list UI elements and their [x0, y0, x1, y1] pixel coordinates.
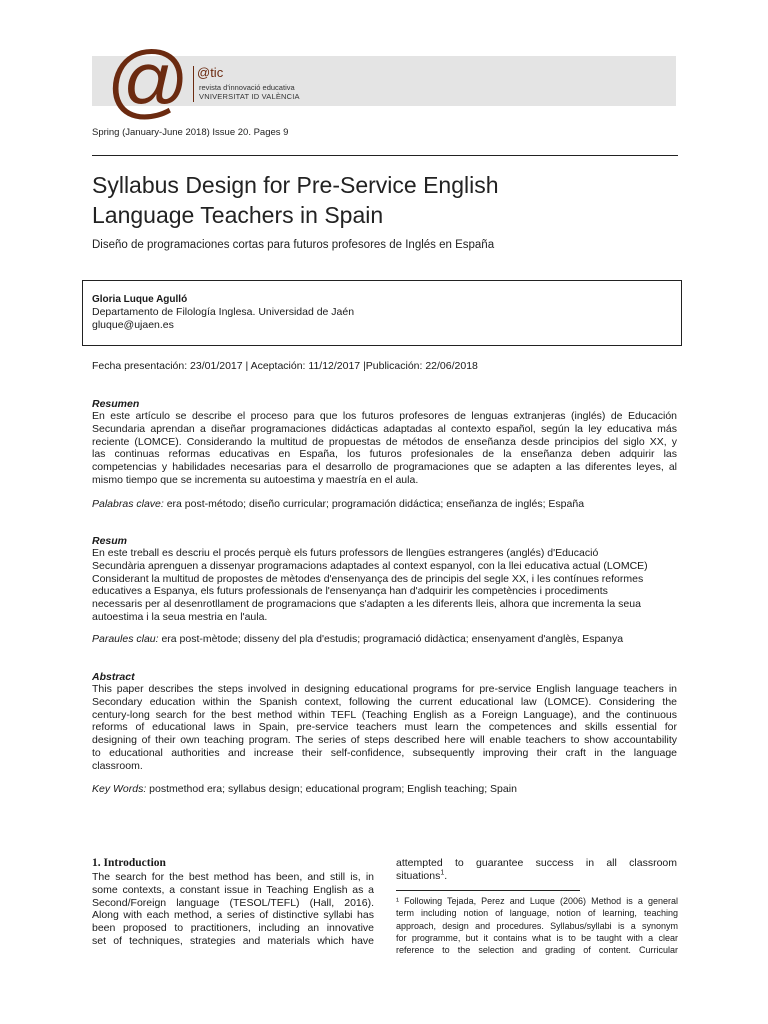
text-line: reforms of educational laws in Spain, pre-service teachers must learn the competences and skills essential for [92, 721, 677, 734]
issue-line: Spring (January-June 2018) Issue 20. Pages 9 [92, 127, 289, 138]
footnote-line: for programme, but it contains what is to be taught with a clear [396, 932, 678, 943]
intro-right-column [396, 857, 677, 883]
resum-text [92, 547, 677, 624]
text-line: competencias y habilidades necesarias para el desarrollo de programaciones que se adapten a las diferentes leyes, al [92, 461, 677, 473]
keywords-text: postmethod era; syllabus design; educational program; English teaching; Spain [146, 783, 517, 795]
text-line: attempted to guarantee success in all classroom [396, 857, 677, 869]
article-title [92, 170, 652, 230]
footnote-divider [396, 890, 580, 891]
author-email[interactable]: gluque@ujaen.es [92, 319, 174, 331]
keywords-label: Key Words: [92, 783, 147, 795]
text-fragment: situations [396, 869, 441, 882]
footnote [396, 895, 678, 956]
text-line: some contexts, a constant issue in Teaching English as a [92, 883, 374, 896]
text-line: Considerant la multitud de propostes de mètodes d'ensenyança des de principis del segle XX, i les contínues reformes [92, 572, 644, 585]
resumen-text [92, 410, 677, 487]
text-line: situations$^1$. [396, 869, 448, 882]
text-line: reciente (LOMCE). Considerando la multitud de propuestas de métodos de enseñanza desde principios del siglo XX, y [92, 435, 677, 448]
text-line: Along with each method, a series of distinctive syllabi has [92, 909, 374, 922]
university-name: VNIVERSITAT ID VALÈNCIA [199, 92, 300, 101]
resum-heading: Resum [92, 535, 128, 547]
abstract-heading: Abstract [92, 671, 135, 683]
logo-divider [193, 66, 194, 102]
resumen-heading: Resumen [92, 398, 140, 410]
introduction-heading: 1. Introduction [92, 857, 166, 869]
header-divider [92, 155, 678, 156]
resum-keywords [92, 633, 623, 645]
abstract-text [92, 683, 677, 772]
text-line: En este artículo se describe el proceso para que los futuros profesores de lenguas extranjeras (inglés) de Educación [92, 410, 677, 422]
svg-text:@: @ [106, 44, 190, 120]
journal-name: @tic [197, 65, 224, 80]
text-line: designing of their own teaching program. The series of steps described here will enable teachers to show accountability [92, 734, 677, 746]
text-line: mismo tiempo que se incrementa su autoestima y maestría en el aula. [92, 473, 419, 486]
journal-logo [105, 44, 191, 120]
keywords-text: era post-mètode; disseny del pla d'estudis; programació didàctica; ensenyament d'anglès, Espanya [158, 633, 624, 645]
text-line: been proposed to practitioners, including an innovative [92, 922, 374, 934]
text-line: Second/Foreign language (TESOL/TEFL) (Hall, 2016). [92, 896, 374, 909]
keywords-label: Paraules clau: [92, 633, 159, 645]
text-line: necessaris per al desenrotllament de programacions que s'adapten a les diferents lleis, alhora que incrementa la seua [92, 598, 641, 610]
intro-left-column [92, 871, 374, 948]
text-line: En este treball es descriu el procés perquè els futurs professors de llengües estrangeres (anglés) d'Educació [92, 547, 599, 559]
text-line: set of techniques, strategies and materials which have [92, 934, 374, 947]
article-subtitle: Diseño de programaciones cortas para futuros profesores de Inglés en España [92, 239, 495, 251]
footnote-marker[interactable]: 1 [440, 869, 445, 877]
keywords-label: Palabras clave: [92, 498, 164, 510]
text-line: century-long search for the best method within TEFL (Teaching English as a Foreign Language), and the continuous [92, 708, 677, 721]
text-line: Secundària aprenguen a dissenyar programacions adaptades al context espanyol, con la llei educativa actual (LOMCE) [92, 559, 648, 572]
resumen-keywords [92, 498, 584, 510]
submission-dates: Fecha presentación: 23/01/2017 | Aceptación: 11/12/2017 |Publicación: 22/06/2018 [92, 360, 478, 372]
footnote-line: ¹ Following Tejada, Perez and Luque (2006) Method is a general [396, 896, 678, 906]
text-line: educatives a Espanya, els futurs professionals de l'ensenyança han d'adquirir les competències i procediments [92, 585, 608, 598]
text-line: las continuas reformas educativas en España, los futuros profesionales de la enseñanza deben adquirir las [92, 448, 677, 461]
text-line: to educational authorities and increase their self-confidence, subsequently improving their craft in the language [92, 746, 677, 759]
text-line: Secundaria aprendan a diseñar programaciones didácticas adaptadas al contexto español, según la ley educativa más [92, 422, 677, 435]
footnote-line: approach, design and procedures. Syllabus/syllabi is a synonym [396, 920, 678, 931]
author-name: Gloria Luque Agulló [92, 294, 188, 305]
footnote-line: term including notion of language, notion of learning, teaching [396, 908, 678, 919]
title-line: Syllabus Design for Pre-Service English [92, 172, 499, 198]
text-line: The search for the best method has been, and still is, in [92, 871, 374, 883]
author-department: Departamento de Filología Inglesa. Universidad de Jaén [92, 306, 355, 318]
text-line: classroom. [92, 759, 143, 772]
text-line: This paper describes the steps involved in designing educational programs for pre-service English language teachers in [92, 683, 677, 695]
keywords-text: era post-método; diseño curricular; programación didáctica; enseñanza de inglés; España [163, 498, 585, 510]
text-line: autoestima i la seua mestria en l'aula. [92, 610, 268, 623]
journal-subtitle: revista d'innovació educativa [199, 83, 295, 92]
title-line: Language Teachers in Spain [92, 202, 384, 228]
abstract-keywords [92, 783, 517, 795]
text-line: Secondary education within the Spanish context, following the current educational law (LOMCE). Considering the [92, 695, 677, 708]
footnote-line: reference to the selection and grading of content. Curricular [396, 945, 678, 955]
